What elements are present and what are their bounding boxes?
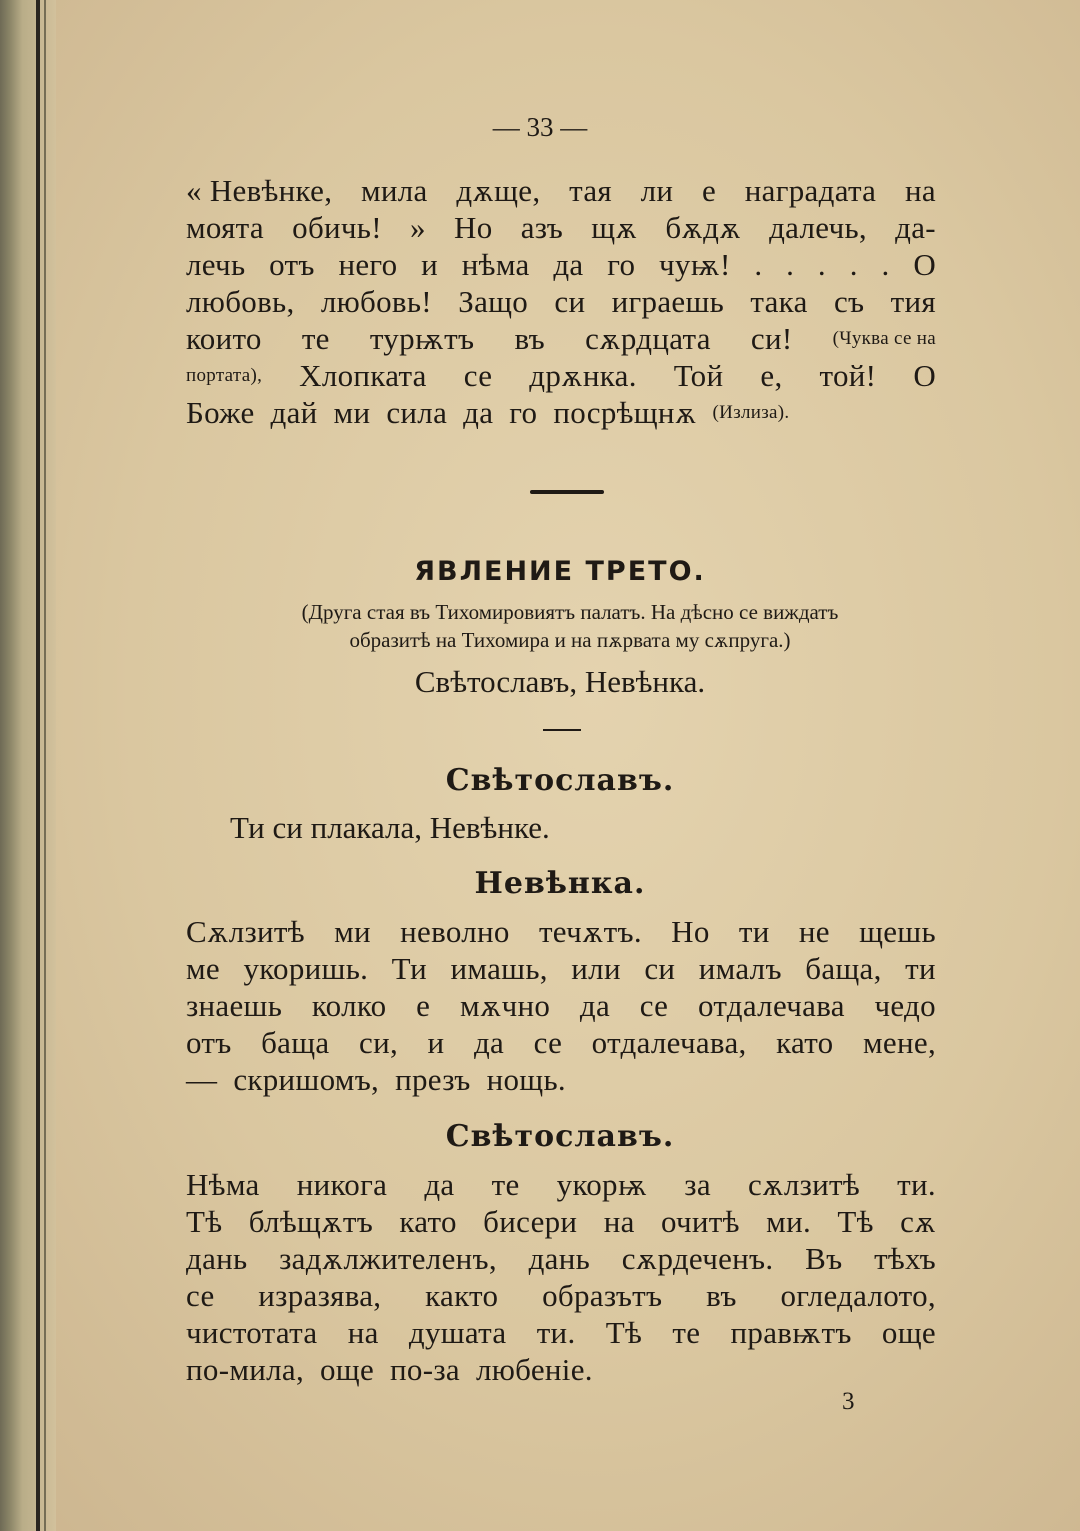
speech-svetoslav-1: Ти си плакала, Невѣнке. bbox=[230, 810, 550, 845]
text-line bbox=[186, 283, 936, 320]
word: тая bbox=[569, 173, 612, 208]
scene-divider bbox=[530, 490, 604, 494]
speech-svetoslav-2-lines bbox=[186, 1166, 936, 1388]
word: портата), bbox=[186, 365, 263, 386]
word: бисери bbox=[483, 1204, 578, 1239]
word: се bbox=[463, 358, 493, 393]
word: е bbox=[702, 173, 717, 208]
word: Тѣ bbox=[186, 1204, 223, 1239]
word: ти. bbox=[536, 1315, 576, 1350]
word: ли bbox=[640, 173, 674, 208]
word: лечь bbox=[186, 247, 246, 282]
word: както bbox=[425, 1278, 499, 1313]
word: никога bbox=[296, 1167, 388, 1202]
word: презъ bbox=[395, 1062, 471, 1097]
word: течѫтъ. bbox=[538, 914, 642, 949]
word: . bbox=[881, 247, 890, 282]
word: на bbox=[347, 1315, 379, 1350]
word: колко bbox=[311, 988, 387, 1023]
word: за bbox=[684, 1167, 711, 1202]
word: тѣхъ bbox=[874, 1241, 936, 1276]
word: Ти bbox=[391, 951, 428, 986]
word: той! bbox=[819, 358, 877, 393]
word: да- bbox=[895, 210, 936, 245]
word: дѫще, bbox=[456, 173, 541, 208]
word: го bbox=[607, 247, 636, 282]
word: чедо bbox=[874, 988, 936, 1023]
word: укоришь. bbox=[243, 951, 369, 986]
word: любовь! bbox=[320, 284, 432, 319]
speaker-svetoslav-2: Свѣтославъ. bbox=[445, 1119, 675, 1154]
page-number: — 33 — bbox=[492, 112, 588, 142]
word: блѣщѫтъ bbox=[248, 1204, 374, 1239]
word: сѫлзитѣ bbox=[748, 1167, 861, 1202]
word: баща, bbox=[805, 951, 882, 986]
word: дай bbox=[270, 395, 318, 430]
word: . bbox=[754, 247, 763, 282]
word: отъ bbox=[269, 247, 315, 282]
stage-direction bbox=[190, 598, 950, 654]
word: образътъ bbox=[542, 1278, 663, 1313]
word: огледалото, bbox=[780, 1278, 936, 1313]
word: отдалечава, bbox=[591, 1025, 747, 1060]
word: наградата bbox=[744, 173, 877, 208]
word: сѫ bbox=[900, 1204, 936, 1239]
word: Тѣ bbox=[837, 1204, 874, 1239]
word: ми bbox=[334, 914, 371, 949]
word: да bbox=[463, 395, 494, 430]
word: се bbox=[186, 1278, 215, 1313]
word: които bbox=[186, 321, 262, 356]
opening-speech bbox=[186, 172, 936, 431]
text-line bbox=[186, 1351, 936, 1388]
word: (Чуква се на bbox=[832, 328, 936, 349]
word: укорѭ bbox=[556, 1167, 648, 1202]
word: по-за bbox=[390, 1352, 460, 1387]
word: сила bbox=[386, 395, 448, 430]
word: мене, bbox=[863, 1025, 936, 1060]
word: » bbox=[410, 210, 426, 245]
word: баща bbox=[261, 1025, 330, 1060]
signature-mark: 3 bbox=[842, 1388, 855, 1415]
word: е bbox=[416, 988, 431, 1023]
word: си, bbox=[359, 1025, 399, 1060]
word: ме bbox=[186, 951, 220, 986]
word: си! bbox=[750, 321, 793, 356]
word: по-мила, bbox=[186, 1352, 304, 1387]
text-line bbox=[186, 246, 936, 283]
word: Хлопката bbox=[299, 358, 427, 393]
word: О bbox=[913, 247, 936, 282]
word: го bbox=[509, 395, 538, 430]
word: се bbox=[533, 1025, 563, 1060]
word: отъ bbox=[186, 1025, 232, 1060]
text-line bbox=[186, 1024, 936, 1061]
word: и bbox=[421, 247, 439, 282]
word: ти. bbox=[897, 1167, 936, 1202]
word: него bbox=[338, 247, 398, 282]
word: изразява, bbox=[258, 1278, 382, 1313]
word: да bbox=[424, 1167, 455, 1202]
text-line bbox=[186, 1061, 936, 1098]
word: О bbox=[913, 358, 936, 393]
word: правѭтъ bbox=[730, 1315, 852, 1350]
speaker-svetoslav-1: Свѣтославъ. bbox=[445, 763, 675, 798]
word: те bbox=[301, 321, 330, 356]
word: задѫлжителенъ, bbox=[279, 1241, 497, 1276]
word: въ bbox=[514, 321, 545, 356]
word: или bbox=[571, 951, 621, 986]
word: . bbox=[786, 247, 795, 282]
word: сѫрдеченъ. bbox=[621, 1241, 774, 1276]
word: щѫ bbox=[591, 210, 638, 245]
stage-direction-line-2: образитѣ на Тихомира и на пѫрвата му сѫпруга.) bbox=[349, 628, 791, 652]
word: и bbox=[427, 1025, 445, 1060]
word: да bbox=[553, 247, 584, 282]
opening-speech-lines bbox=[186, 172, 936, 431]
word: скришомъ, bbox=[233, 1062, 380, 1097]
word: « Невѣнке, bbox=[186, 173, 333, 208]
word: се bbox=[639, 988, 669, 1023]
word: не bbox=[798, 914, 830, 949]
word: мѫчно bbox=[459, 988, 551, 1023]
word: щешь bbox=[859, 914, 936, 949]
stage-direction-line-1: (Друга стая въ Тихомировиятъ палатъ. На дѣсно се виждатъ bbox=[301, 600, 839, 624]
word: ти bbox=[905, 951, 936, 986]
word: те bbox=[672, 1315, 701, 1350]
speaker-nevenka: Невѣнка. bbox=[474, 866, 646, 901]
word: Но bbox=[454, 210, 493, 245]
word: Боже bbox=[186, 395, 255, 430]
word: любеніе. bbox=[475, 1352, 593, 1387]
word: — bbox=[186, 1062, 218, 1097]
word: бѫдѫ bbox=[665, 210, 741, 245]
word: нѣма bbox=[461, 247, 530, 282]
word: . bbox=[817, 247, 826, 282]
word: душата bbox=[408, 1315, 507, 1350]
word: азъ bbox=[520, 210, 564, 245]
word: като bbox=[399, 1204, 457, 1239]
word: Той bbox=[673, 358, 724, 393]
word: Тѣ bbox=[605, 1315, 643, 1350]
word: турѭтъ bbox=[369, 321, 475, 356]
word: съ bbox=[833, 284, 865, 319]
word: Защо bbox=[458, 284, 529, 319]
word: посрѣщнѫ bbox=[553, 395, 697, 430]
word: така bbox=[750, 284, 808, 319]
word: още bbox=[320, 1352, 375, 1387]
text-line bbox=[186, 357, 936, 394]
word: . bbox=[849, 247, 858, 282]
word: обичь! bbox=[292, 210, 382, 245]
word: чистотата bbox=[186, 1315, 318, 1350]
word: да bbox=[473, 1025, 505, 1060]
word: да bbox=[579, 988, 611, 1023]
text-line bbox=[186, 913, 936, 950]
word: на bbox=[904, 173, 936, 208]
word: ималъ bbox=[698, 951, 782, 986]
word: Сѫлзитѣ bbox=[186, 914, 305, 949]
speech-nevenka bbox=[186, 913, 936, 1098]
speech-svetoslav-2 bbox=[186, 1166, 936, 1388]
text-line bbox=[186, 950, 936, 987]
word: чуѭ! bbox=[658, 247, 731, 282]
word: (Излиза). bbox=[712, 402, 790, 423]
word: отдалечава bbox=[697, 988, 845, 1023]
word: си bbox=[554, 284, 586, 319]
word: дань bbox=[186, 1241, 248, 1276]
text-line bbox=[186, 320, 936, 357]
word: още bbox=[881, 1315, 936, 1350]
word: любовь, bbox=[186, 284, 295, 319]
word: дань bbox=[528, 1241, 591, 1276]
text-line bbox=[186, 172, 936, 209]
text-line bbox=[186, 1166, 936, 1203]
word: ми bbox=[333, 395, 371, 430]
text-line bbox=[186, 1240, 936, 1277]
word: очитѣ bbox=[661, 1204, 740, 1239]
text-line bbox=[186, 1203, 936, 1240]
word: си bbox=[644, 951, 676, 986]
characters-divider bbox=[543, 729, 581, 731]
word: на bbox=[603, 1204, 635, 1239]
word: далечь, bbox=[769, 210, 867, 245]
word: мила bbox=[360, 173, 428, 208]
word: е, bbox=[760, 358, 783, 393]
characters-list: Свѣтославъ, Невѣнка. bbox=[414, 664, 706, 699]
word: играешь bbox=[611, 284, 725, 319]
text-line bbox=[186, 987, 936, 1024]
word: моята bbox=[186, 210, 264, 245]
word: Въ bbox=[805, 1241, 843, 1276]
word: като bbox=[776, 1025, 834, 1060]
word: дрѫнка. bbox=[529, 358, 637, 393]
text-line bbox=[186, 1277, 936, 1314]
word: Но bbox=[671, 914, 710, 949]
word: знаешь bbox=[186, 988, 283, 1023]
speech-nevenka-lines bbox=[186, 913, 936, 1098]
text-line bbox=[186, 209, 936, 246]
scene-title: ЯВЛЕНИЕ ТРЕТО. bbox=[414, 556, 706, 587]
text-line bbox=[186, 394, 936, 431]
word: те bbox=[491, 1167, 520, 1202]
word: ми. bbox=[766, 1204, 812, 1239]
word: сѫрдцата bbox=[585, 321, 711, 356]
word: имашь, bbox=[450, 951, 548, 986]
word: ти bbox=[738, 914, 770, 949]
word: въ bbox=[706, 1278, 737, 1313]
text-line bbox=[186, 1314, 936, 1351]
word: нощь. bbox=[486, 1062, 566, 1097]
word: тия bbox=[890, 284, 936, 319]
word: неволно bbox=[400, 914, 510, 949]
word: Нѣма bbox=[186, 1167, 260, 1202]
